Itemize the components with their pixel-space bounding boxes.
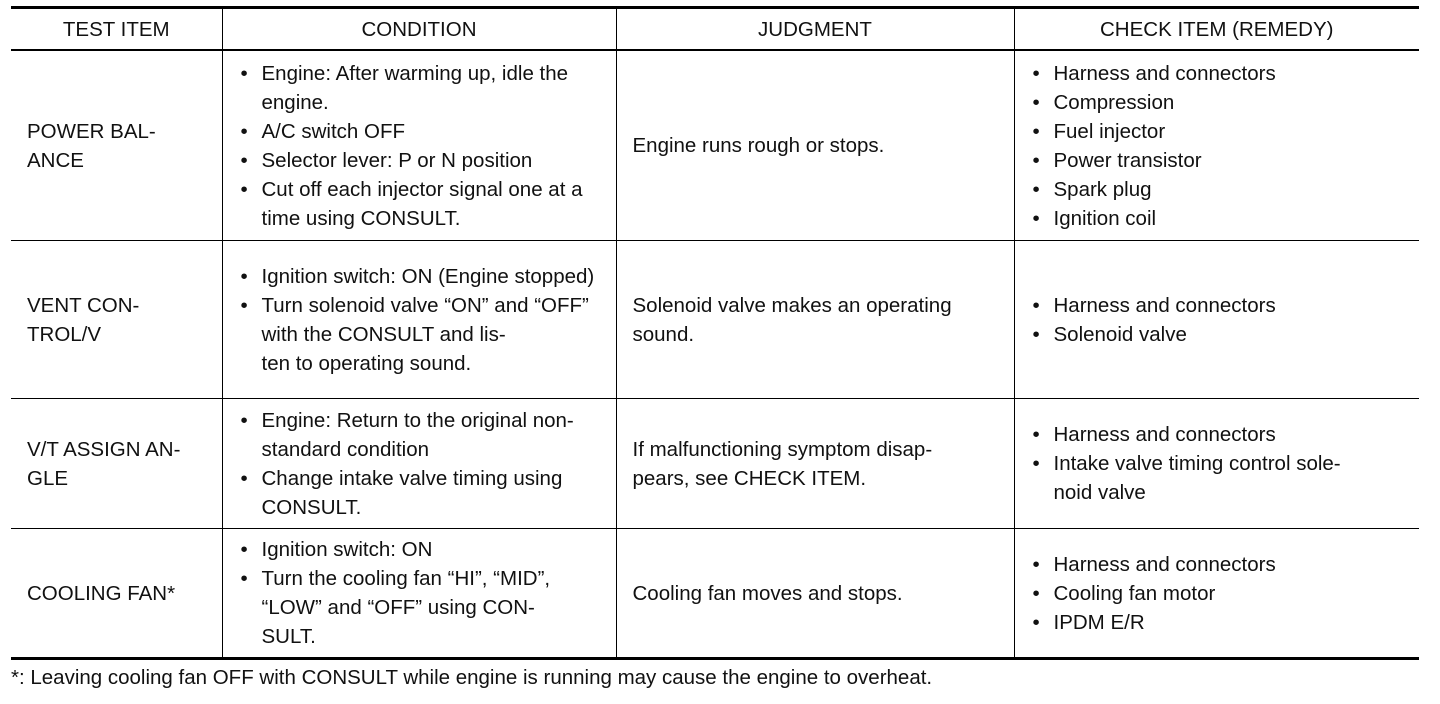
condition-item: • Change intake valve timing using CONSULT. <box>239 464 608 522</box>
header-judgment: JUDGMENT <box>616 8 1014 51</box>
check-item-list <box>1031 291 1412 349</box>
table-row <box>11 241 1419 399</box>
check-item-cell <box>1014 529 1419 659</box>
check-item-cell <box>1014 399 1419 529</box>
condition-list <box>239 535 608 651</box>
table-row <box>11 399 1419 529</box>
check-item: • Harness and connectors <box>1031 59 1412 88</box>
condition-list <box>239 59 608 233</box>
test-item-cell: COOLING FAN* <box>11 529 222 659</box>
test-item-cell: POWER BAL- ANCE <box>11 50 222 241</box>
header-condition: CONDITION <box>222 8 616 51</box>
condition-list <box>239 406 608 522</box>
condition-item: • Cut off each injector signal one at a time using CONSULT. <box>239 175 608 233</box>
check-item-list <box>1031 550 1412 637</box>
header-test-item: TEST ITEM <box>11 8 222 51</box>
test-item-cell: V/T ASSIGN AN- GLE <box>11 399 222 529</box>
condition-cell <box>222 529 616 659</box>
check-item: • Harness and connectors <box>1031 550 1412 579</box>
check-item-cell <box>1014 50 1419 241</box>
condition-cell <box>222 241 616 399</box>
judgment-cell: Cooling fan moves and stops. <box>616 529 1014 659</box>
check-item: • Harness and connectors <box>1031 291 1412 320</box>
judgment-cell: If malfunctioning symptom disap- pears, see CHECK ITEM. <box>616 399 1014 529</box>
condition-item: • Turn solenoid valve “ON” and “OFF” with the CONSULT and lis- ten to operating sound. <box>239 291 608 378</box>
table-header-row <box>11 8 1419 51</box>
check-item: • Solenoid valve <box>1031 320 1412 349</box>
table-row <box>11 529 1419 659</box>
check-item: • Intake valve timing control sole- noid valve <box>1031 449 1412 507</box>
condition-cell <box>222 50 616 241</box>
condition-item: • Turn the cooling fan “HI”, “MID”, “LOW” and “OFF” using CON- SULT. <box>239 564 608 651</box>
header-check-item: CHECK ITEM (REMEDY) <box>1014 8 1419 51</box>
condition-item: • Selector lever: P or N position <box>239 146 608 175</box>
check-item: • Cooling fan motor <box>1031 579 1412 608</box>
test-item-cell: VENT CON- TROL/V <box>11 241 222 399</box>
check-item-list <box>1031 59 1412 233</box>
condition-cell <box>222 399 616 529</box>
check-item-cell <box>1014 241 1419 399</box>
condition-item: • A/C switch OFF <box>239 117 608 146</box>
check-item-list <box>1031 420 1412 507</box>
condition-list <box>239 262 608 378</box>
condition-item: • Engine: Return to the original non-standard condition <box>239 406 608 464</box>
judgment-cell: Solenoid valve makes an operating sound. <box>616 241 1014 399</box>
check-item: • Ignition coil <box>1031 204 1412 233</box>
table-row <box>11 50 1419 241</box>
check-item: • Fuel injector <box>1031 117 1412 146</box>
check-item: • Compression <box>1031 88 1412 117</box>
check-item: • Power transistor <box>1031 146 1412 175</box>
test-item-table <box>11 6 1419 660</box>
check-item: • Spark plug <box>1031 175 1412 204</box>
condition-item: • Ignition switch: ON <box>239 535 608 564</box>
footnote: *: Leaving cooling fan OFF with CONSULT while engine is running may cause the engine to overheat. <box>11 666 933 689</box>
check-item: • IPDM E/R <box>1031 608 1412 637</box>
condition-item: • Engine: After warming up, idle the engine. <box>239 59 608 117</box>
condition-item: • Ignition switch: ON (Engine stopped) <box>239 262 608 291</box>
judgment-cell: Engine runs rough or stops. <box>616 50 1014 241</box>
check-item: • Harness and connectors <box>1031 420 1412 449</box>
